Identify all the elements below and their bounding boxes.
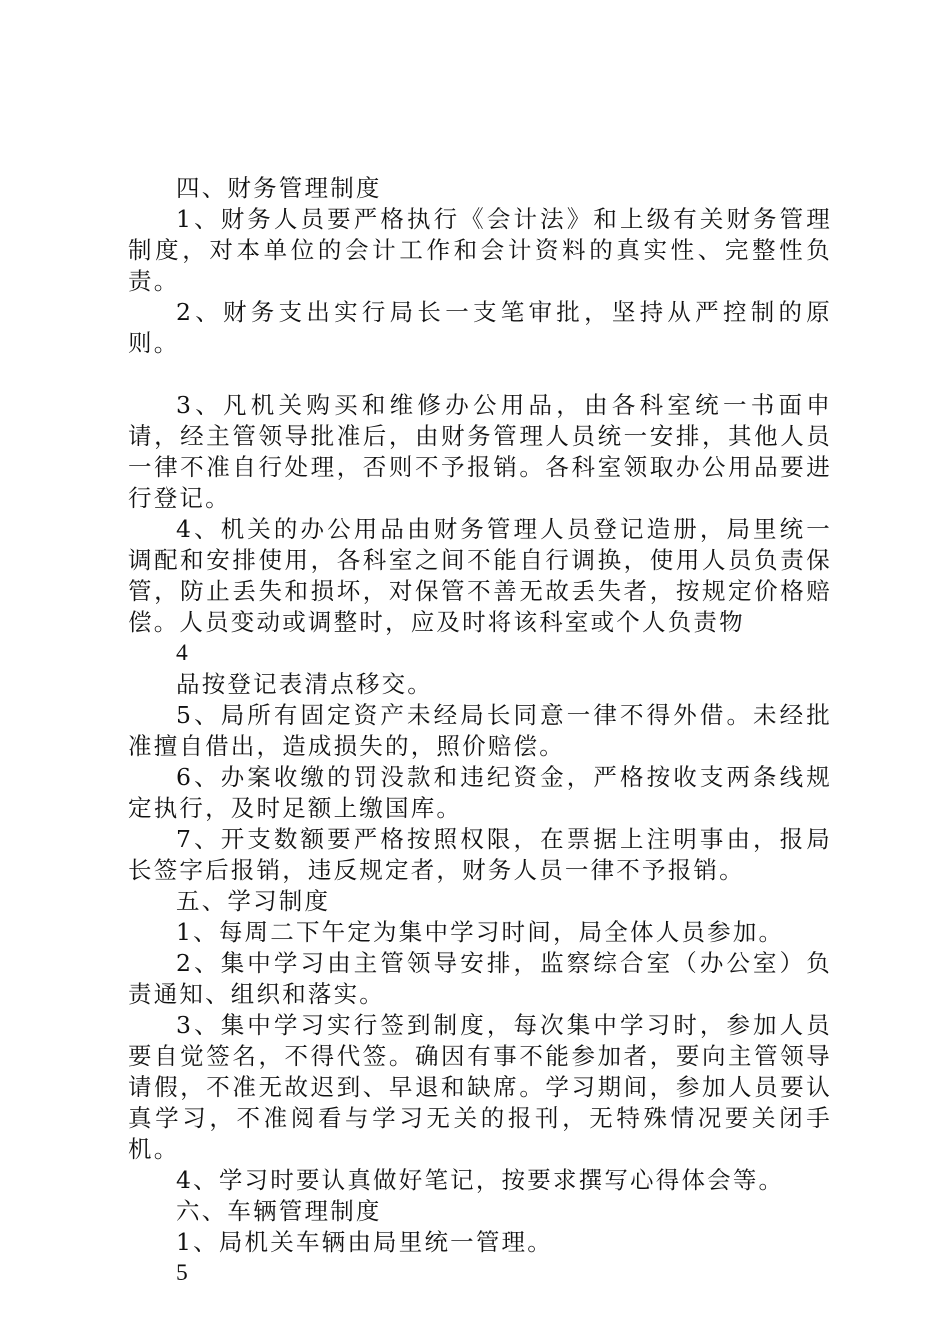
section-heading-finance: 四、财务管理制度 — [176, 174, 382, 202]
finance-item-3: 3、凡机关购买和维修办公用品，由各科室统一书面申请，经主管领导批准后，由财务管理人员统一安排，其他人员一律不准自行处理，否则不予报销。各科室领取办公用品要进行登记。 — [128, 391, 832, 512]
vehicle-item-1: 1、局机关车辆由局里统一管理。 — [176, 1228, 553, 1256]
section-heading-study: 五、学习制度 — [176, 887, 331, 915]
finance-item-1: 1、财务人员要严格执行《会计法》和上级有关财务管理制度，对本单位的会计工作和会计资料的真实性、完整性负责。 — [128, 205, 832, 295]
finance-item-5: 5、局所有固定资产未经局长同意一律不得外借。未经批准擅自借出，造成损失的，照价赔偿。 — [128, 701, 832, 760]
study-item-1: 1、每周二下午定为集中学习时间，局全体人员参加。 — [176, 918, 785, 946]
study-item-3: 3、集中学习实行签到制度，每次集中学习时，参加人员要自觉签名，不得代签。确因有事不能参加者，要向主管领导请假，不准无故迟到、早退和缺席。学习期间，参加人员要认真学习，不准阅看与学习无关的报刊，无特殊情况要关闭手机。 — [128, 1011, 832, 1163]
study-item-4: 4、学习时要认真做好笔记，按要求撰写心得体会等。 — [176, 1166, 785, 1194]
study-item-2: 2、集中学习由主管领导安排，监察综合室（办公室）负责通知、组织和落实。 — [128, 949, 832, 1008]
finance-item-4: 4、机关的办公用品由财务管理人员登记造册，局里统一调配和安排使用，各科室之间不能自行调换，使用人员负责保管，防止丢失和损坏，对保管不善无故丢失者，按规定价格赔偿。人员变动或调整时，应及时将该科室或个人负责物 — [128, 515, 832, 636]
finance-item-6: 6、办案收缴的罚没款和违纪资金，严格按收支两条线规定执行，及时足额上缴国库。 — [128, 763, 832, 822]
finance-item-4-continuation: 品按登记表清点移交。 — [176, 670, 433, 698]
document-body — [128, 173, 832, 1289]
finance-item-7: 7、开支数额要严格按照权限，在票据上注明事由，报局长签字后报销，违反规定者，财务人员一律不予报销。 — [128, 825, 832, 884]
paragraph-gap — [128, 359, 832, 390]
page-number-4: 4 — [176, 640, 188, 666]
page-number-5: 5 — [176, 1260, 188, 1286]
section-heading-vehicle: 六、车辆管理制度 — [176, 1197, 382, 1225]
finance-item-2: 2、财务支出实行局长一支笔审批，坚持从严控制的原则。 — [128, 298, 832, 357]
